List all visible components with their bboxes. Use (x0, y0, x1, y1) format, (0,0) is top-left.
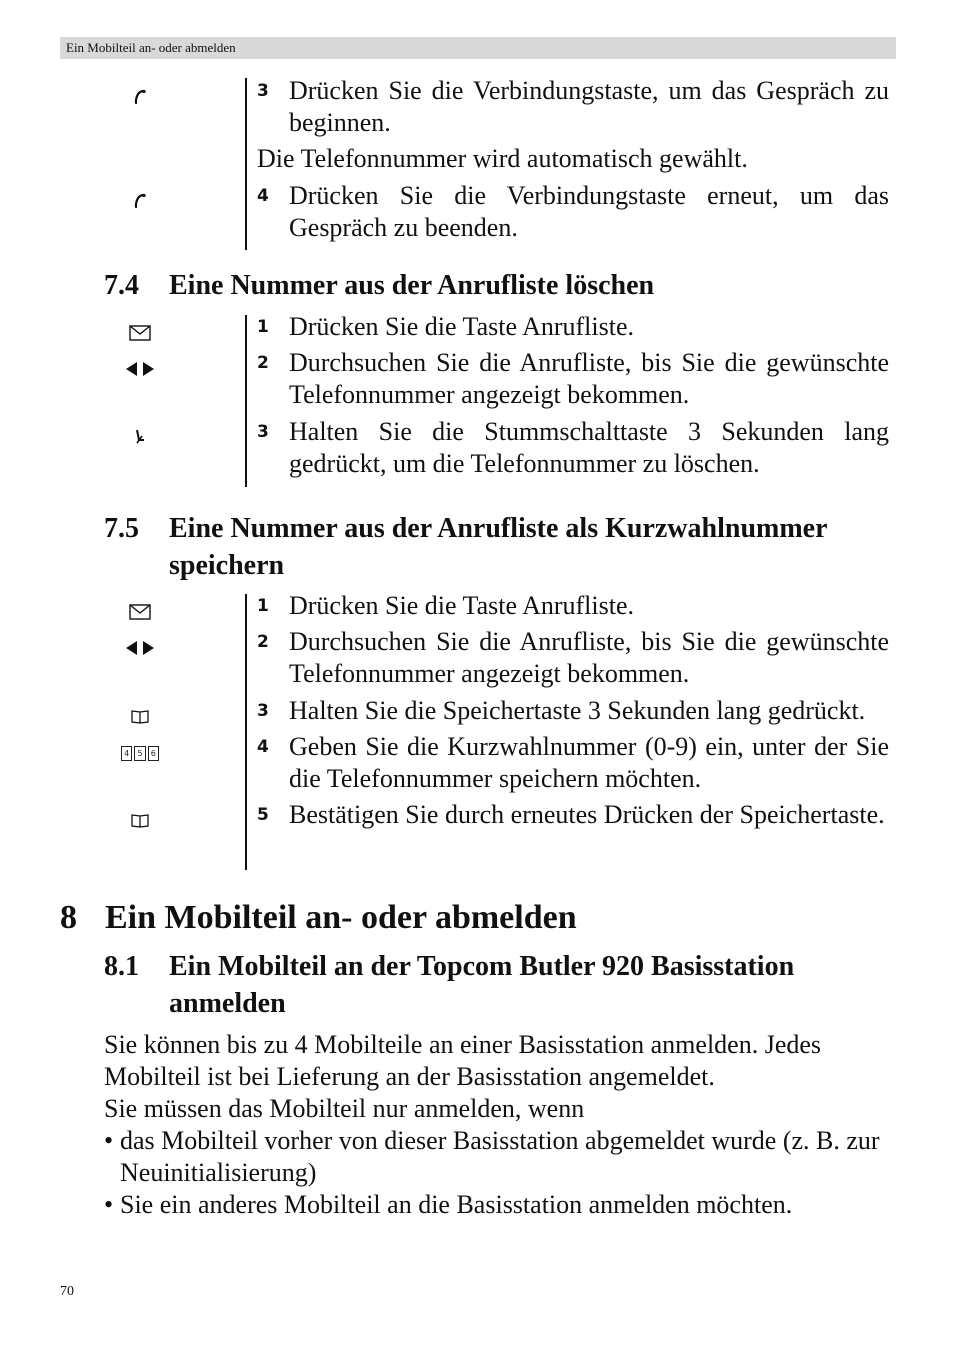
bullet-glyph: • (104, 1126, 114, 1155)
section-number: 7.4 (104, 270, 139, 301)
step-text: Drücken Sie die Verbindungstaste erneut, um das Gespräch zu beenden. (289, 181, 889, 242)
phonebook-icon (120, 706, 160, 728)
step-text: Bestätigen Sie durch erneutes Drücken der Speichertaste. (289, 800, 885, 829)
step-text: Drücken Sie die Verbindungstaste, um das Gespräch zu beginnen. (289, 76, 889, 137)
step-item (257, 799, 889, 831)
step-item (257, 626, 889, 690)
envelope-icon (120, 322, 160, 344)
paragraph: Sie müssen das Mobilteil nur anmelden, wenn (104, 1094, 585, 1123)
step-number: 4 (257, 186, 269, 206)
step-text: Halten Sie die Speichertaste 3 Sekunden lang gedrückt. (289, 696, 866, 725)
mute-key-icon (120, 426, 160, 448)
step-number: 5 (257, 805, 269, 825)
left-right-arrows-icon (120, 637, 160, 659)
step-item (257, 347, 889, 411)
bullet-glyph: • (104, 1190, 114, 1219)
step-number: 2 (257, 632, 269, 652)
step-item (257, 731, 889, 795)
step-number: 4 (257, 737, 269, 757)
chapter-number: 8 (60, 899, 77, 936)
keypad-key: 5 (134, 746, 145, 761)
list-item (104, 1189, 904, 1221)
section-number: 7.5 (104, 513, 139, 544)
number-keys-icon (120, 742, 160, 764)
envelope-icon (120, 601, 160, 623)
step-item (257, 416, 889, 480)
keypad-key: 6 (148, 746, 159, 761)
section-title: Eine Nummer aus der Anrufliste löschen (169, 270, 655, 301)
section-heading-7-4 (104, 267, 889, 304)
step-text: Drücken Sie die Taste Anrufliste. (289, 312, 635, 341)
step-number: 3 (257, 422, 269, 442)
step-text: Halten Sie die Stummschalttaste 3 Sekunden lang gedrückt, um die Telefonnummer zu löschen. (289, 417, 889, 478)
step-number: 3 (257, 701, 269, 721)
step-note: Die Telefonnummer wird automatisch gewählt. (257, 144, 748, 173)
step-text: Drücken Sie die Taste Anrufliste. (289, 591, 635, 620)
step-item (257, 311, 889, 343)
list-item-text: Sie ein anderes Mobilteil an die Basisstation anmelden möchten. (120, 1190, 793, 1219)
step-number: 1 (257, 596, 269, 616)
step-list-7-4 (245, 312, 889, 487)
list-item (104, 1125, 904, 1189)
body-text (104, 1029, 904, 1221)
page-number: 70 (60, 1284, 74, 1299)
step-list-top (245, 78, 889, 250)
section-heading-7-5 (104, 510, 889, 584)
step-number: 2 (257, 353, 269, 373)
left-right-arrows-icon (120, 358, 160, 380)
running-header (60, 37, 896, 59)
step-item (257, 180, 889, 244)
step-number: 1 (257, 317, 269, 337)
keypad-key: 4 (121, 746, 132, 761)
chapter-title: Ein Mobilteil an- oder abmelden (105, 899, 577, 936)
step-number: 3 (257, 81, 269, 101)
section-number: 8.1 (104, 951, 139, 982)
paragraph: Sie können bis zu 4 Mobilteile an einer Basisstation anmelden. Jedes Mobilteil ist bei Lieferung an der Basisstation angemeldet. (104, 1030, 822, 1091)
step-text: Durchsuchen Sie die Anrufliste, bis Sie die gewünschte Telefonnummer angezeigt bekommen. (289, 627, 889, 688)
step-list-7-5 (245, 591, 889, 870)
step-item (257, 590, 889, 622)
step-item (257, 75, 889, 139)
call-key-icon (120, 190, 160, 212)
step-text: Geben Sie die Kurzwahlnummer (0-9) ein, unter der Sie die Telefonnummer speichern möchten. (289, 732, 889, 793)
phonebook-icon (120, 810, 160, 832)
step-item (257, 695, 889, 727)
step-text: Durchsuchen Sie die Anrufliste, bis Sie die gewünschte Telefonnummer angezeigt bekommen. (289, 348, 889, 409)
section-heading-8-1 (104, 948, 889, 1022)
running-header-title: Ein Mobilteil an- oder abmelden (66, 40, 236, 55)
section-title: Eine Nummer aus der Anrufliste als Kurzwahlnummer speichern (169, 513, 828, 581)
call-key-icon (120, 86, 160, 108)
chapter-heading-8 (60, 897, 885, 939)
section-title: Ein Mobilteil an der Topcom Butler 920 Basisstation anmelden (169, 951, 795, 1019)
list-item-text: das Mobilteil vorher von dieser Basisstation abgemeldet wurde (z. B. zur Neuinitialisierung) (120, 1126, 880, 1187)
